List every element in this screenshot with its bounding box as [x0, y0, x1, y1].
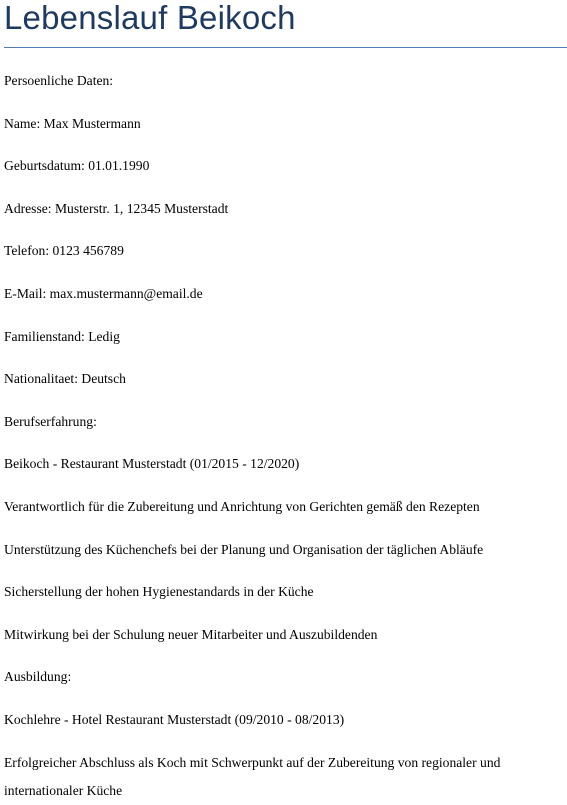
education-position: Kochlehre - Hotel Restaurant Musterstadt (09/2010 - 08/2013) [4, 711, 345, 727]
personal-phone: Telefon: 0123 456789 [4, 243, 124, 259]
experience-position: Beikoch - Restaurant Musterstadt (01/2015 - 12/2020) [4, 456, 300, 472]
experience-duty-3: Sicherstellung der hohen Hygienestandards in der Küche [4, 584, 314, 600]
experience-duty-1: Verantwortlich für die Zubereitung und Anrichtung von Gerichten gemäß den Rezepten [4, 498, 480, 514]
personal-email: E-Mail: max.mustermann@email.de [4, 285, 203, 301]
section-heading-experience: Berufserfahrung: [4, 413, 97, 429]
title-divider [4, 47, 567, 48]
personal-address: Adresse: Musterstr. 1, 12345 Musterstadt [4, 200, 229, 216]
experience-duty-2: Unterstützung des Küchenchefs bei der Planung und Organisation der täglichen Abläufe [4, 541, 484, 557]
document-body [4, 72, 563, 805]
personal-marital-status: Familienstand: Ledig [4, 328, 120, 344]
personal-birthdate: Geburtsdatum: 01.01.1990 [4, 158, 150, 174]
experience-duty-4: Mitwirkung bei der Schulung neuer Mitarbeiter und Auszubildenden [4, 626, 378, 642]
personal-name: Name: Max Mustermann [4, 115, 141, 131]
personal-nationality: Nationalitaet: Deutsch [4, 371, 126, 387]
document-title: Lebenslauf Beikoch [4, 0, 296, 36]
section-heading-personal: Persoenliche Daten: [4, 73, 114, 88]
education-detail: Erfolgreicher Abschluss als Koch mit Schwerpunkt auf der Zubereitung von regionaler und internationaler Küche [4, 754, 501, 798]
section-heading-education: Ausbildung: [4, 669, 72, 685]
